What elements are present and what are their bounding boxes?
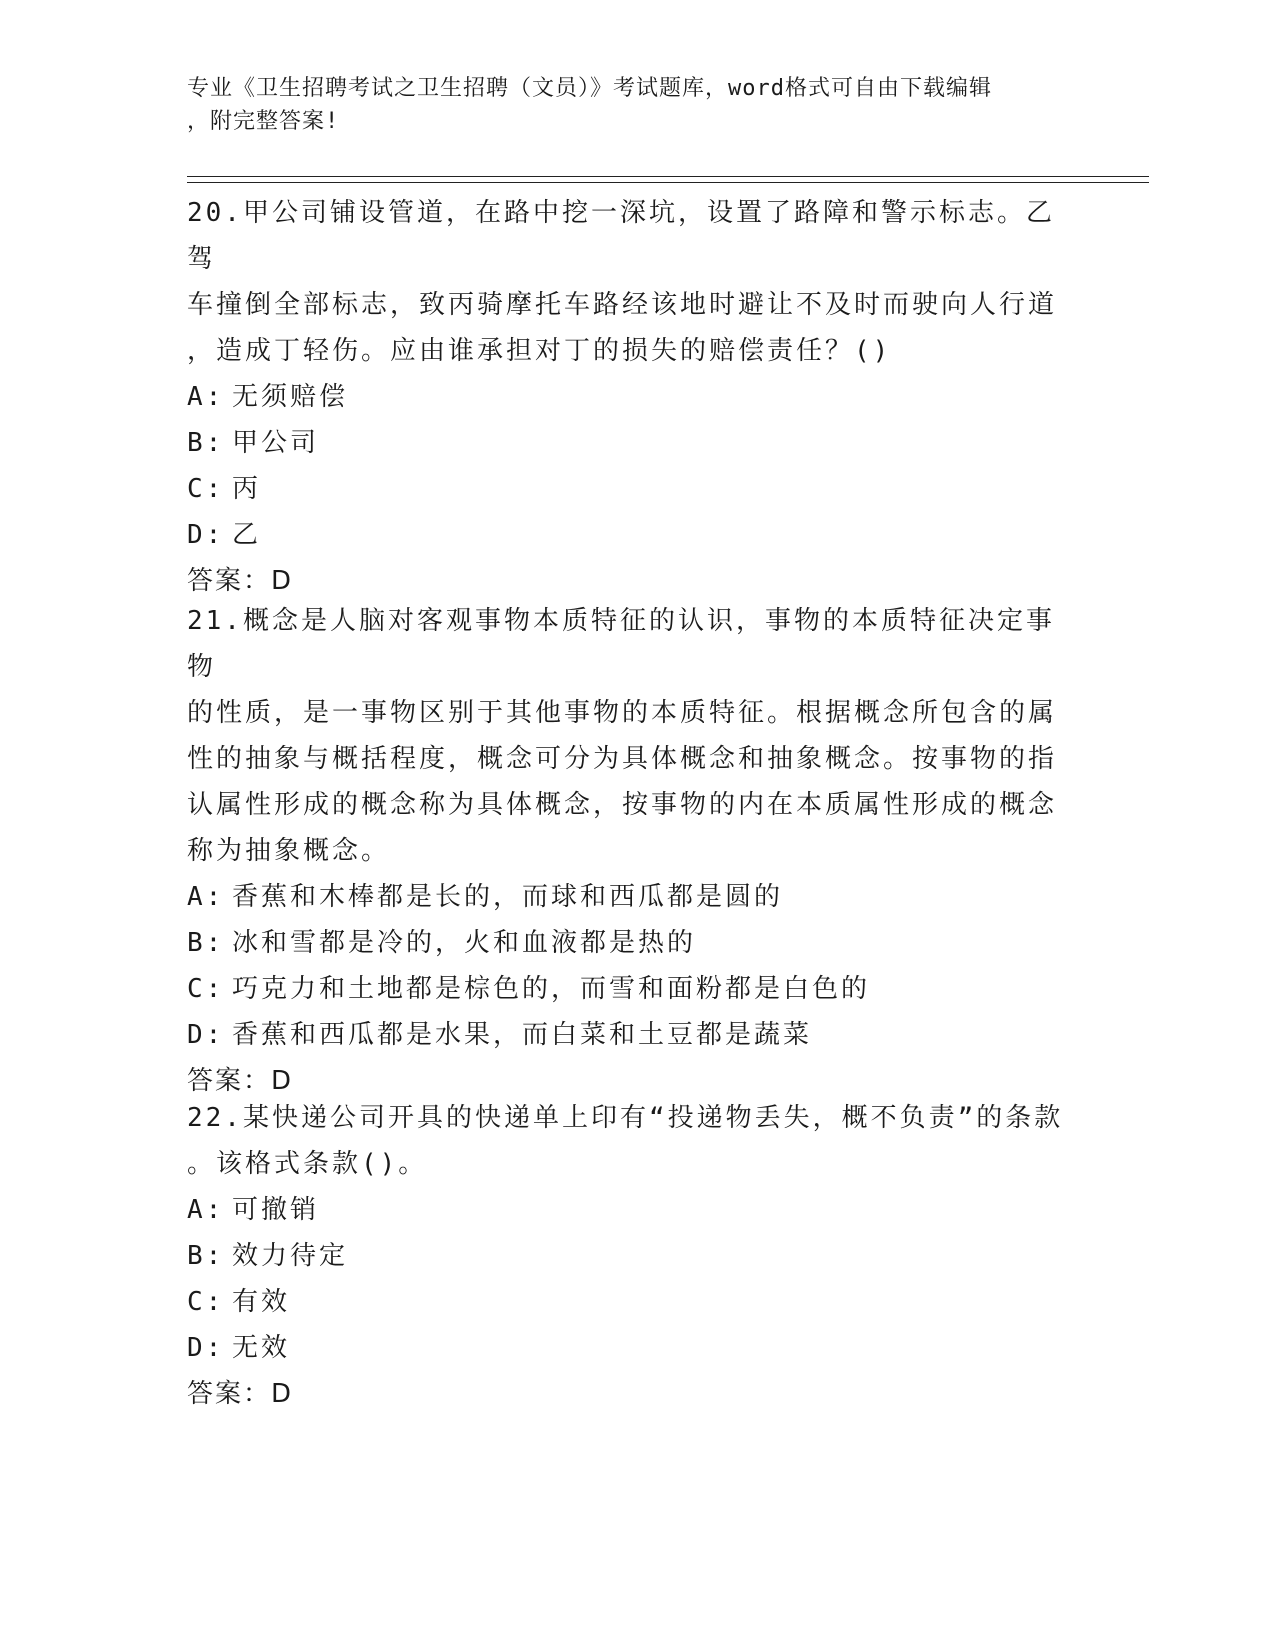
stem-line: 22.某快递公司开具的快递单上印有“投递物丢失，概不负责”的条款 <box>187 1103 1064 1133</box>
option-key: B: <box>187 928 225 958</box>
option-c <box>187 966 1067 1012</box>
stem-line: 。该格式条款()。 <box>187 1149 428 1179</box>
option-text: 效力待定 <box>232 1241 349 1271</box>
option-text: 乙 <box>232 520 262 550</box>
option-key: B: <box>187 428 225 458</box>
option-key: D: <box>187 520 225 550</box>
question-21 <box>187 598 1067 1104</box>
header-line-1: 专业《卫生招聘考试之卫生招聘（文员）》考试题库，word格式可自由下载编辑 <box>187 76 992 101</box>
stem-line: 称为抽象概念。 <box>187 836 391 866</box>
option-key: A: <box>187 1195 225 1225</box>
stem-line: 认属性形成的概念称为具体概念，按事物的内在本质属性形成的概念 <box>187 790 1058 820</box>
question-22 <box>187 1095 1067 1417</box>
option-d <box>187 512 1067 558</box>
stem-line: 性的抽象与概括程度，概念可分为具体概念和抽象概念。按事物的指 <box>187 744 1058 774</box>
stem-line: 的性质，是一事物区别于其他事物的本质特征。根据概念所包含的属 <box>187 698 1058 728</box>
option-text: 丙 <box>232 474 262 504</box>
option-text: 巧克力和土地都是棕色的，而雪和面粉都是白色的 <box>232 974 871 1004</box>
option-key: A: <box>187 382 225 412</box>
option-a <box>187 374 1067 420</box>
stem-line: 车撞倒全部标志，致丙骑摩托车路经该地时避让不及时而驶向人行道 <box>187 290 1058 320</box>
answer-line: 答案：D <box>187 1379 294 1409</box>
option-text: 无须赔偿 <box>232 382 349 412</box>
option-b <box>187 1233 1067 1279</box>
option-a <box>187 1187 1067 1233</box>
option-text: 有效 <box>232 1287 291 1317</box>
answer-line: 答案：D <box>187 566 294 596</box>
option-key: D: <box>187 1333 225 1363</box>
header-line-2: ，附完整答案! <box>187 109 340 134</box>
option-b <box>187 920 1067 966</box>
question-stem <box>187 190 1067 374</box>
option-c <box>187 466 1067 512</box>
stem-line: 21.概念是人脑对客观事物本质特征的认识，事物的本质特征决定事物 <box>187 606 1055 682</box>
option-key: C: <box>187 474 225 504</box>
option-text: 香蕉和西瓜都是水果，而白菜和土豆都是蔬菜 <box>232 1020 813 1050</box>
option-key: B: <box>187 1241 225 1271</box>
option-key: A: <box>187 882 225 912</box>
option-a <box>187 874 1067 920</box>
stem-line: ，造成丁轻伤。应由谁承担对丁的损失的赔偿责任？() <box>187 336 892 366</box>
header-divider-bottom <box>187 182 1149 183</box>
option-d <box>187 1325 1067 1371</box>
option-text: 香蕉和木棒都是长的，而球和西瓜都是圆的 <box>232 882 784 912</box>
option-key: C: <box>187 974 225 1004</box>
document-header <box>187 72 1067 138</box>
option-text: 无效 <box>232 1333 291 1363</box>
option-key: D: <box>187 1020 225 1050</box>
option-d <box>187 1012 1067 1058</box>
header-divider-top <box>187 176 1149 177</box>
answer-line: 答案：D <box>187 1066 294 1096</box>
option-text: 冰和雪都是冷的，火和血液都是热的 <box>232 928 697 958</box>
option-b <box>187 420 1067 466</box>
question-20 <box>187 190 1067 604</box>
option-text: 可撤销 <box>232 1195 320 1225</box>
question-stem <box>187 1095 1067 1187</box>
option-c <box>187 1279 1067 1325</box>
question-stem <box>187 598 1067 874</box>
option-text: 甲公司 <box>232 428 320 458</box>
stem-line: 20.甲公司铺设管道，在路中挖一深坑，设置了路障和警示标志。乙驾 <box>187 198 1055 274</box>
option-key: C: <box>187 1287 225 1317</box>
